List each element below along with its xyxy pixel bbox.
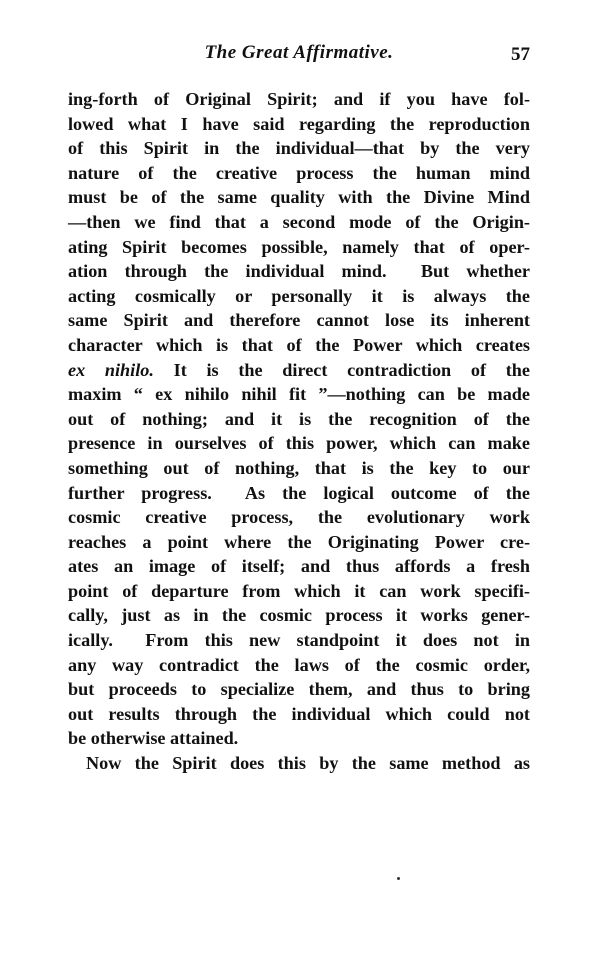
text-line	[68, 456, 530, 481]
text-line	[68, 161, 530, 186]
text-line	[68, 284, 530, 309]
body-text	[68, 87, 530, 776]
line-text: maxim “ ex nihilo nihil fit ”—nothing can be made	[68, 384, 530, 405]
text-line	[68, 505, 530, 530]
text-line	[68, 382, 530, 407]
text-line	[68, 431, 530, 456]
text-line	[68, 358, 530, 383]
text-line	[68, 702, 530, 727]
line-text: It is the direct contradiction of the	[153, 359, 530, 380]
line-text: out of nothing; and it is the recognition of the	[68, 408, 530, 429]
text-line	[68, 112, 530, 137]
line-text: further progress. As the logical outcome of the	[68, 482, 530, 503]
text-line	[68, 677, 530, 702]
text-line	[68, 87, 530, 112]
line-text: any way contradict the laws of the cosmic order,	[68, 654, 530, 675]
line-text: ation through the individual mind. But whether	[68, 261, 530, 282]
text-line	[68, 751, 530, 776]
line-text: ically. From this new standpoint it does not in	[68, 630, 530, 651]
line-text: ing-forth of Original Spirit; and if you have fol-	[68, 89, 530, 109]
running-title: The Great Affirmative.	[204, 42, 394, 63]
text-line	[68, 136, 530, 161]
line-text: same Spirit and therefore cannot lose its inherent	[68, 310, 530, 331]
line-text: ating Spirit becomes possible, namely that of oper-	[68, 236, 530, 257]
line-text: presence in ourselves of this power, which can make	[68, 433, 530, 454]
line-text: must be of the same quality with the Divine Mind	[68, 187, 530, 208]
line-text: Now the Spirit does this by the same method as	[86, 753, 530, 774]
line-text: nature of the creative process the human mind	[68, 162, 530, 183]
line-text: cosmic creative process, the evolutionary work	[68, 507, 530, 528]
scan-speck	[397, 877, 400, 880]
line-text: cally, just as in the cosmic process it works gener-	[68, 605, 530, 626]
line-text: be otherwise attained.	[68, 728, 239, 749]
text-line	[68, 333, 530, 358]
line-text: out results through the individual which could not	[68, 703, 530, 724]
text-line	[68, 579, 530, 604]
line-text: point of departure from which it can work specifi-	[68, 580, 530, 601]
line-text: ates an image of itself; and thus affords a fresh	[68, 556, 530, 577]
text-line	[68, 653, 530, 678]
line-text: lowed what I have said regarding the reproduction	[68, 113, 530, 134]
line-text: something out of nothing, that is the key to our	[68, 457, 530, 478]
text-line	[68, 481, 530, 506]
line-text: acting cosmically or personally it is always the	[68, 285, 530, 306]
text-line	[68, 628, 530, 653]
line-text: but proceeds to specialize them, and thus to bring	[68, 679, 530, 700]
text-line	[68, 235, 530, 260]
text-line	[68, 726, 530, 751]
line-text: of this Spirit in the individual—that by the very	[68, 138, 530, 159]
text-line	[68, 407, 530, 432]
text-line	[68, 554, 530, 579]
text-line	[68, 603, 530, 628]
italic-phrase: ex nihilo.	[68, 359, 154, 380]
line-text: reaches a point where the Originating Power cre-	[68, 531, 530, 552]
page-header	[68, 42, 530, 72]
text-line	[68, 185, 530, 210]
text-line	[68, 259, 530, 284]
text-line	[68, 210, 530, 235]
line-text: character which is that of the Power which creates	[68, 334, 530, 355]
text-line	[68, 530, 530, 555]
line-text: —then we find that a second mode of the Origin-	[68, 211, 530, 232]
page-number: 57	[511, 44, 530, 65]
text-line	[68, 308, 530, 333]
